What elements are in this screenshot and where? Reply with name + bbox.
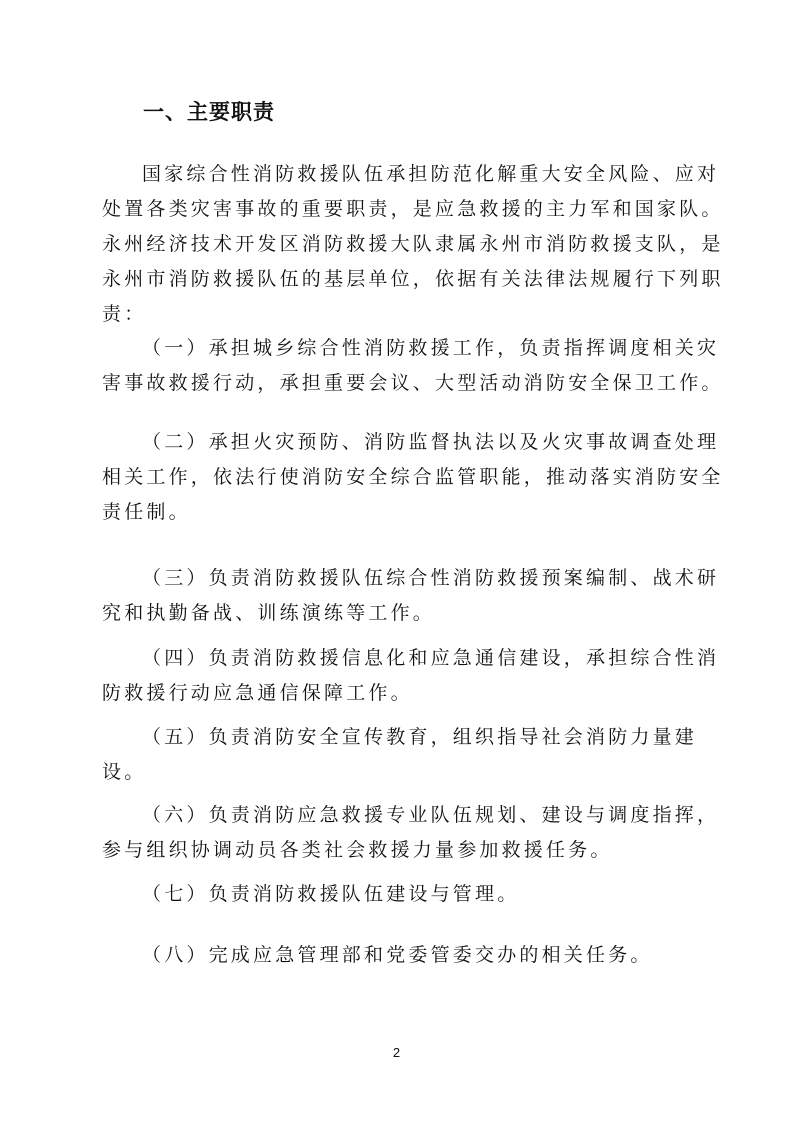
paragraph-line: 国家综合性消防救援队伍承担防范化解重大安全风险、应对 xyxy=(142,163,720,185)
paragraph-line: （六）负责消防应急救援专业队伍规划、建设与调度指挥， xyxy=(142,804,720,826)
paragraph-line: （四）负责消防救援信息化和应急通信建设，承担综合性消 xyxy=(142,647,720,669)
page-number: 2 xyxy=(392,1045,401,1060)
paragraph-line: 害事故救援行动，承担重要会议、大型活动消防安全保卫工作。 xyxy=(102,372,724,394)
duty-item-7 xyxy=(102,877,702,912)
paragraph-line: （一）承担城乡综合性消防救援工作，负责指挥调度相关灾 xyxy=(142,337,720,359)
duty-item-4 xyxy=(102,641,720,711)
paragraph-line: 防救援行动应急通信保障工作。 xyxy=(102,682,413,704)
paragraph-line: 处置各类灾害事故的重要职责，是应急救援的主力军和国家队。 xyxy=(102,198,724,220)
duty-item-6 xyxy=(102,798,720,868)
duty-item-5 xyxy=(102,720,702,790)
paragraph-line: 设。 xyxy=(102,761,147,783)
paragraph-line: 责任制。 xyxy=(102,501,191,523)
duty-item-1 xyxy=(102,331,724,401)
duty-item-2 xyxy=(102,425,724,530)
paragraph-line: （二）承担火灾预防、消防监督执法以及火灾事故调查处理 xyxy=(142,431,720,453)
paragraph-line: 相关工作，依法行使消防安全综合监管职能，推动落实消防安全 xyxy=(102,466,724,488)
paragraph-line: 参与组织协调动员各类社会救援力量参加救援任务。 xyxy=(102,839,613,861)
paragraph-line: （七）负责消防救援队伍建设与管理。 xyxy=(142,883,520,905)
duty-item-8 xyxy=(102,938,702,973)
paragraph-line: 永州市消防救援队伍的基层单位，依据有关法律法规履行下列职 xyxy=(102,268,724,290)
paragraph-line: （三）负责消防救援队伍综合性消防救援预案编制、战术研 xyxy=(142,567,720,589)
intro-paragraph xyxy=(102,157,724,332)
paragraph-line: （八）完成应急管理部和党委管委交办的相关任务。 xyxy=(142,944,653,966)
duty-item-3 xyxy=(102,561,720,631)
paragraph-line: （五）负责消防安全宣传教育，组织指导社会消防力量建 xyxy=(142,726,698,748)
paragraph-line: 究和执勤备战、训练演练等工作。 xyxy=(102,602,436,624)
section-heading: 一、主要职责 xyxy=(143,100,275,124)
paragraph-line: 责： xyxy=(102,303,147,325)
paragraph-line: 永州经济技术开发区消防救援大队隶属永州市消防救援支队，是 xyxy=(102,233,724,255)
